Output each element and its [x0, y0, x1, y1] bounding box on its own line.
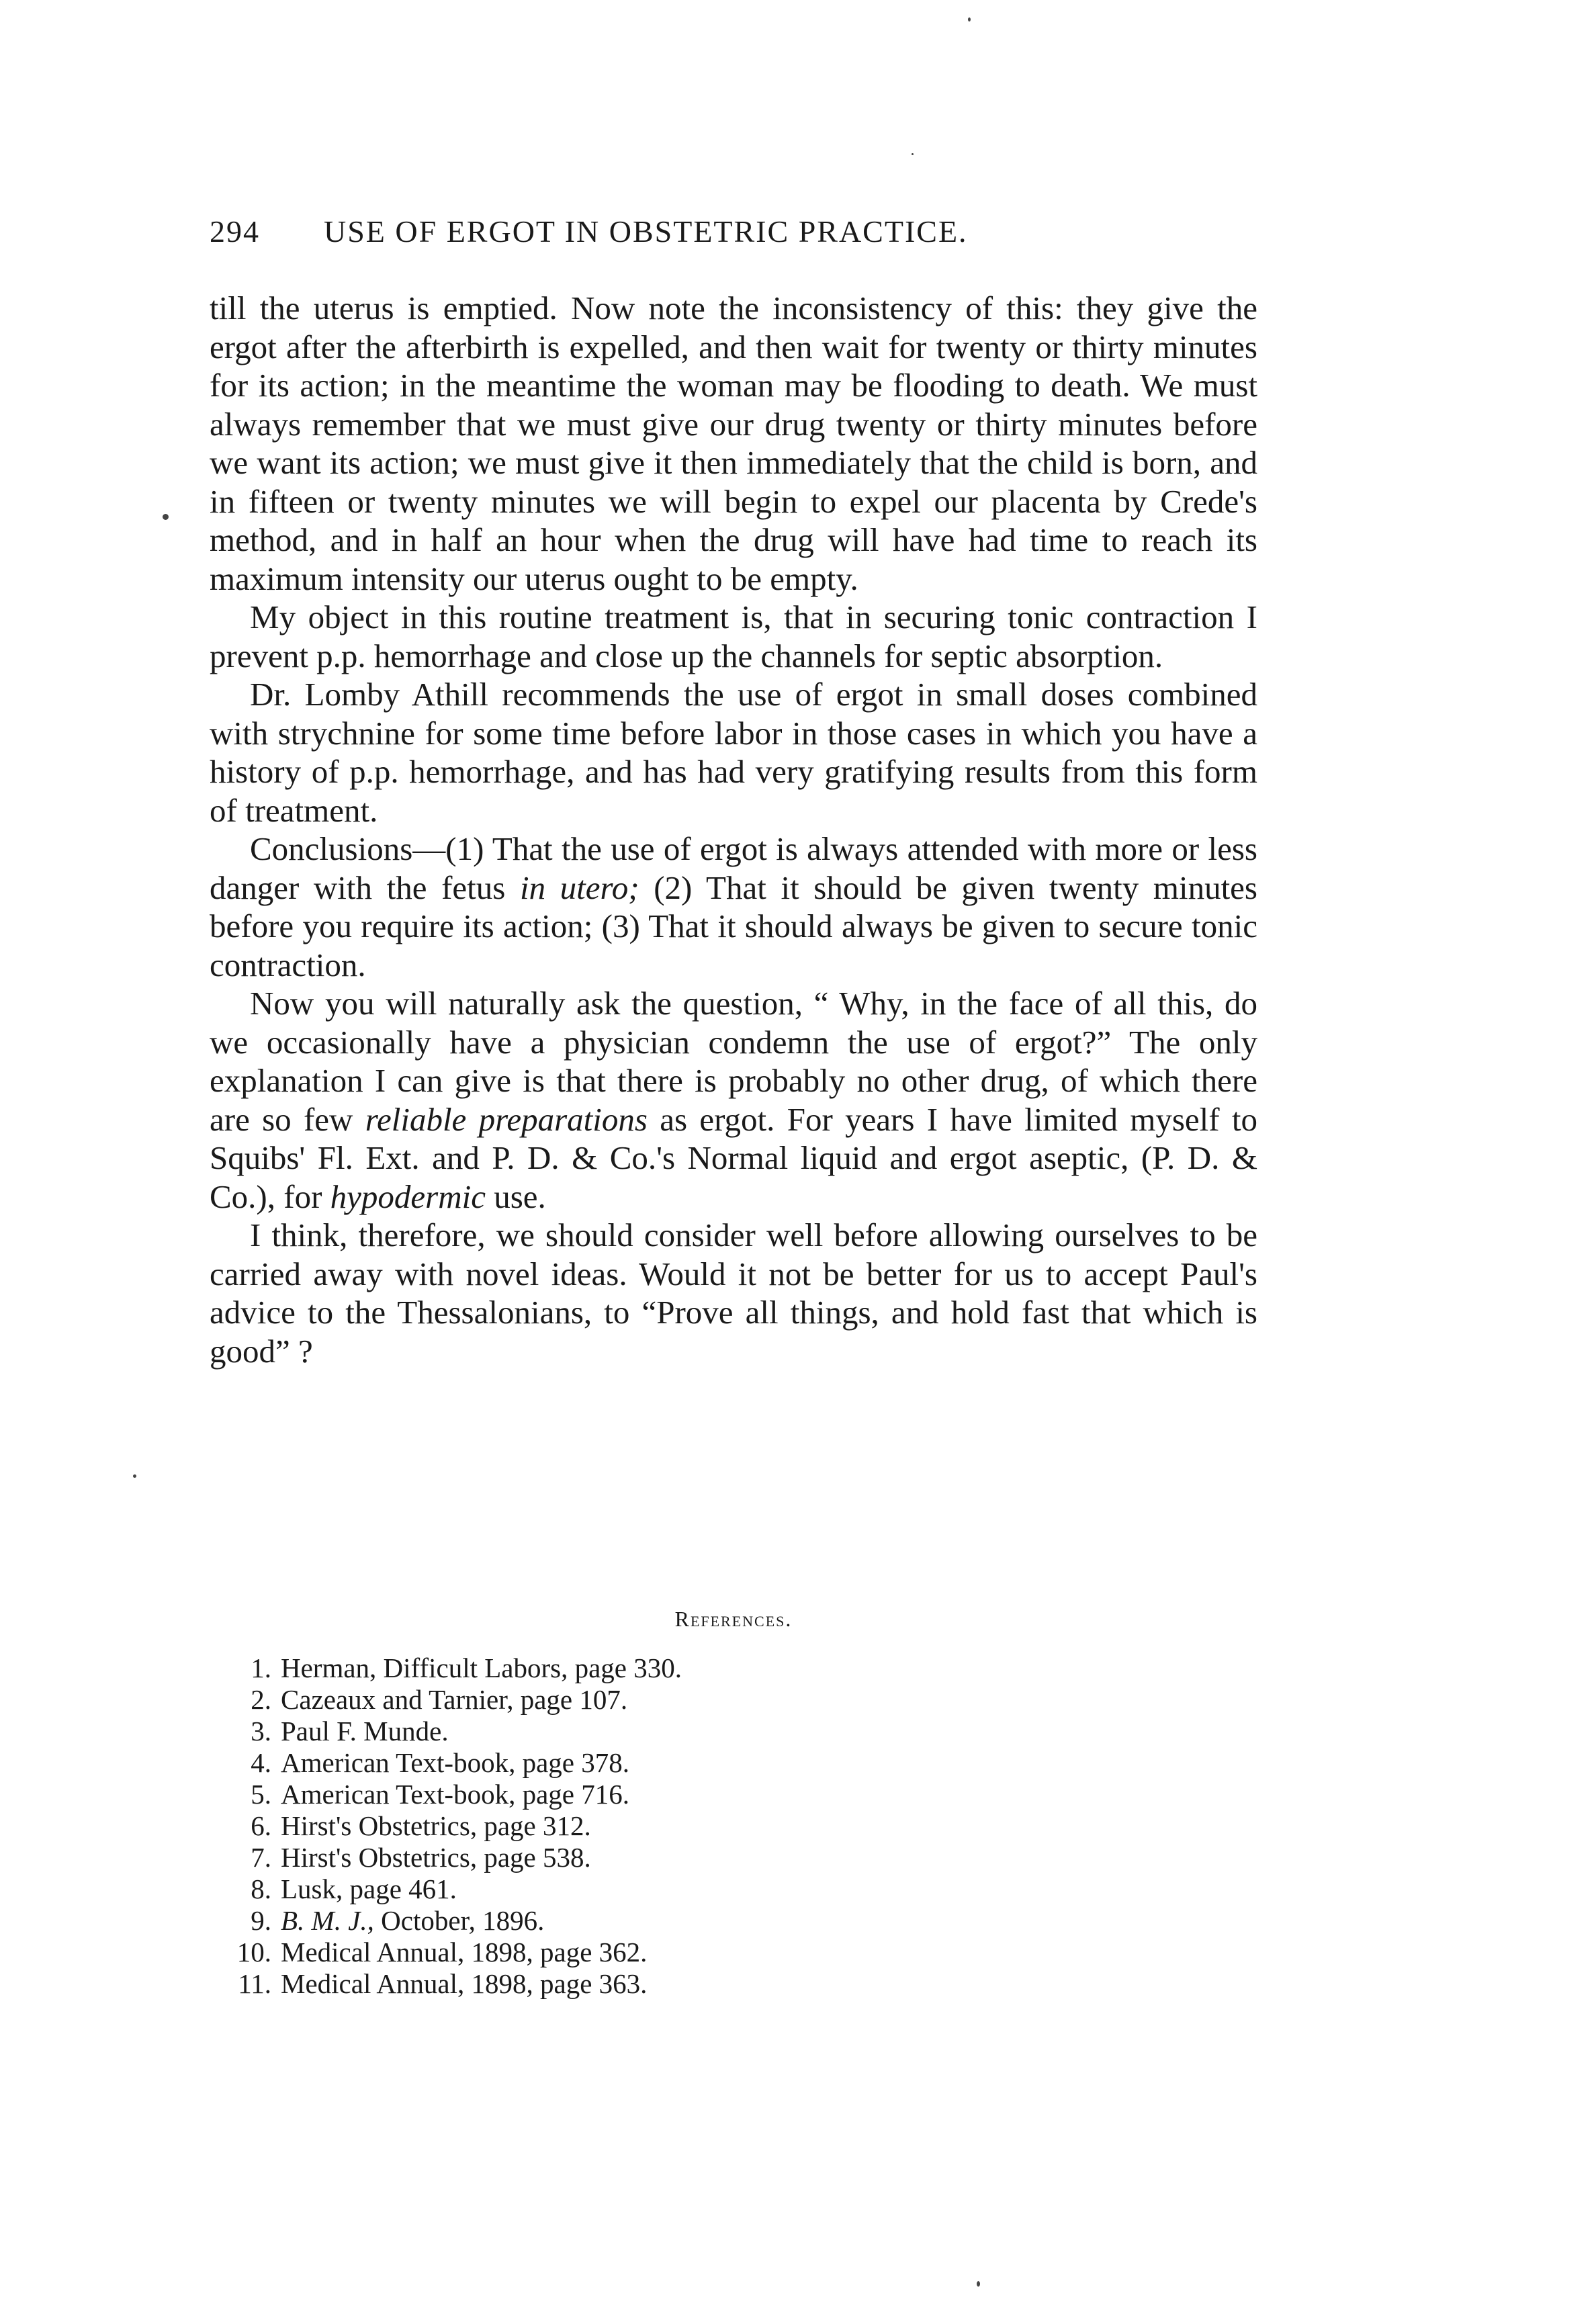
question-text: use.: [485, 1178, 546, 1215]
reference-number: 9.: [251, 1905, 271, 1936]
reference-text: American Text-book, page 716.: [281, 1779, 629, 1810]
page-number: 294: [210, 214, 260, 249]
reference-number: 3.: [251, 1716, 271, 1746]
running-head: [210, 214, 1257, 249]
reference-number: 10.: [236, 1937, 271, 1967]
conclusions-paragraph: [210, 830, 1257, 984]
reference-text: Paul F. Munde.: [281, 1716, 449, 1746]
reference-text: October, 1896.: [373, 1905, 545, 1936]
reference-text: Hirst's Obstetrics, page 538.: [281, 1842, 591, 1873]
reference-number: 5.: [251, 1779, 271, 1810]
reference-item: [228, 1747, 1034, 1779]
running-title: USE OF ERGOT IN OBSTETRIC PRACTICE.: [324, 214, 968, 249]
reference-text: Medical Annual, 1898, page 363.: [281, 1968, 648, 1999]
reference-number: 4.: [251, 1747, 271, 1778]
margin-dot: [133, 1474, 136, 1478]
reference-item: [228, 1968, 1034, 2000]
reference-number: 6.: [251, 1810, 271, 1841]
reference-item: [228, 1779, 1034, 1810]
references-heading: References.: [674, 1607, 793, 1631]
paragraph: My object in this routine treatment is, that in securing tonic contraction I prevent p.p. hemorrhage and close up the channels for septic absorption.: [210, 599, 1257, 674]
conclusions-text: (2) That it should be given twenty minutes before you require its action; (3) That it should always be given to secure tonic contraction.: [210, 869, 1258, 983]
speck: [912, 153, 914, 155]
references-list: [228, 1652, 1034, 2000]
reference-item: [228, 1873, 1034, 1905]
reference-text: Herman, Difficult Labors, page 330.: [281, 1652, 682, 1683]
italic-phrase: in utero;: [519, 869, 639, 906]
reference-text: Medical Annual, 1898, page 362.: [281, 1937, 648, 1967]
reference-text: Hirst's Obstetrics, page 312.: [281, 1810, 591, 1841]
reference-item: [228, 1810, 1034, 1842]
paragraph: Dr. Lomby Athill recommends the use of ergot in small doses combined with strychnine for some time before labor in those cases in which you have a history of p.p. hemorrhage, and has had very gratifying results from this form of treatment.: [210, 676, 1257, 829]
reference-item: [228, 1652, 1034, 1684]
closing-paragraph: I think, therefore, we should consider well before allowing ourselves to be carried away with novel ideas. Would it not be better for us to accept Paul's advice to the Thessalonians, to “Prove all things, and hold fast that which is good” ?: [210, 1217, 1257, 1370]
italic-phrase: reliable preparations: [365, 1100, 648, 1138]
reference-item: [228, 1905, 1034, 1937]
reference-number: 11.: [238, 1968, 271, 1999]
conclusions-text: Conclusions—(1) That the use of ergot is always attended with more or less danger with the fetus: [210, 830, 1257, 906]
reference-item: [228, 1684, 1034, 1716]
reference-item: [228, 1842, 1034, 1873]
reference-text: Cazeaux and Tarnier, page 107.: [281, 1684, 628, 1715]
reference-number: 1.: [251, 1652, 271, 1683]
speck: [968, 17, 971, 21]
reference-text: Lusk, page 461.: [281, 1873, 457, 1904]
reference-item: [228, 1716, 1034, 1747]
reference-text: American Text-book, page 378.: [281, 1747, 629, 1778]
question-text: as ergot. For years I have limited myself to Squibs' Fl. Ext. and P. D. & Co.'s Normal liquid and ergot aseptic, (P. D. & Co.), for: [210, 1100, 1258, 1215]
speck: [977, 2281, 980, 2287]
italic-phrase: hypodermic: [330, 1178, 486, 1215]
reference-number: 2.: [251, 1684, 271, 1715]
body-text: [210, 289, 1257, 1370]
paragraph: till the uterus is emptied. Now note the inconsistency of this: they give the ergot after the afterbirth is expelled, and then wait for twenty or thirty minutes for its action; in the meantime the woman may be flooding to death. We must always remember that we must give our drug twenty or thirty minutes before we want its action; we must give it then immediately that the child is born, and in fifteen or twenty minutes we will begin to expel our placenta by Crede's method, and in half an hour when the drug will have had time to reach its maximum intensity our uterus ought to be empty.: [210, 290, 1257, 597]
question-text: Now you will naturally ask the question, “ Why, in the face of all this, do we occasionally have a physician condemn the use of ergot?” The only explanation I can give is that there is probably no other drug, of which there are so few: [210, 985, 1257, 1138]
question-paragraph: [210, 984, 1257, 1216]
reference-number: 7.: [251, 1842, 271, 1873]
reference-number: 8.: [251, 1873, 271, 1904]
margin-dot: [163, 514, 169, 520]
reference-italic: B. M. J.,: [281, 1905, 374, 1936]
reference-item: [228, 1937, 1034, 1968]
